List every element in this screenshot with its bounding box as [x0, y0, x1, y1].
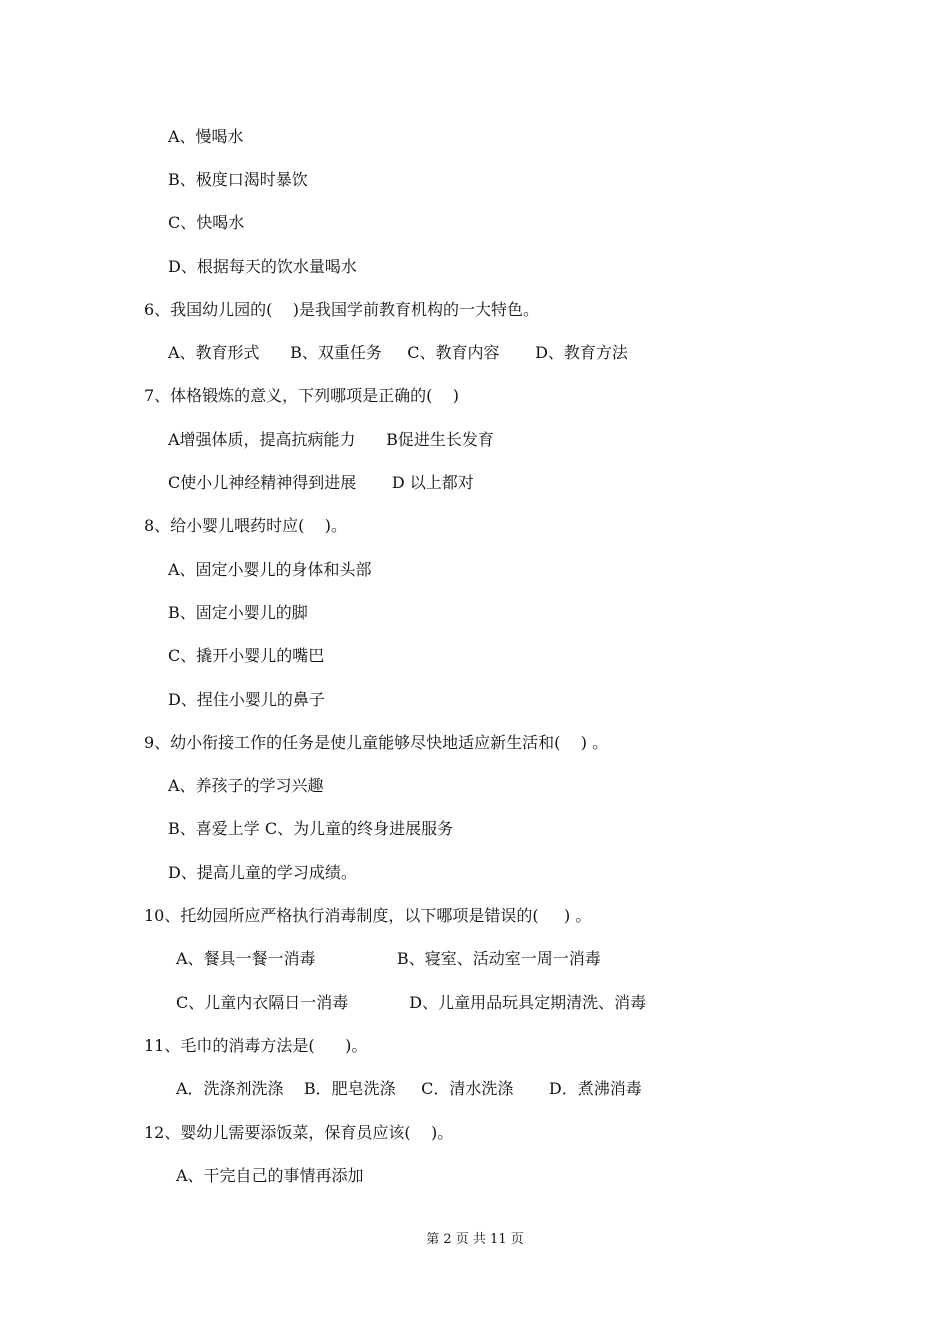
q10-stem: 10、托幼园所应严格执行消毒制度，以下哪项是错误的( ) 。: [144, 906, 592, 925]
q7-options-row2: C使小儿神经精神得到进展 D 以上都对: [168, 473, 474, 492]
q5-option-b: B、极度口渴时暴饮: [168, 170, 308, 189]
q5-option-d: D、根据每天的饮水量喝水: [168, 257, 357, 276]
q12-stem: 12、婴幼儿需要添饭菜，保育员应该( )。: [144, 1123, 454, 1142]
q11-stem: 11、毛巾的消毒方法是( )。: [144, 1036, 368, 1055]
q11-options: A．洗涤剂洗涤 B．肥皂洗涤 C．清水洗涤 D．煮沸消毒: [176, 1079, 642, 1098]
q9-option-bc: B、喜爱上学 C、为儿童的终身进展服务: [168, 819, 454, 838]
q8-option-c: C、撬开小婴儿的嘴巴: [168, 646, 325, 665]
q8-option-d: D、捏住小婴儿的鼻子: [168, 690, 325, 709]
q6-stem: 6、我国幼儿园的( )是我国学前教育机构的一大特色。: [144, 300, 540, 319]
page-number-footer: 第 2 页 共 11 页: [426, 1232, 524, 1247]
q8-option-a: A、固定小婴儿的身体和头部: [168, 560, 372, 579]
q5-option-a: A、慢喝水: [168, 127, 244, 146]
q7-stem: 7、体格锻炼的意义，下列哪项是正确的( ): [144, 386, 460, 405]
q6-options: A、教育形式 B、双重任务 C、教育内容 D、教育方法: [168, 343, 628, 362]
q10-options-row1: A、餐具一餐一消毒 B、寝室、活动室一周一消毒: [176, 949, 601, 968]
q9-option-a: A、养孩子的学习兴趣: [168, 776, 324, 795]
q10-options-row2: C、儿童内衣隔日一消毒 D、儿童用品玩具定期清洗、消毒: [176, 993, 647, 1012]
q12-option-a: A、干完自己的事情再添加: [176, 1166, 364, 1185]
q9-option-d: D、提高儿童的学习成绩。: [168, 863, 357, 882]
q8-stem: 8、给小婴儿喂药时应( )。: [144, 516, 348, 535]
q5-option-c: C、快喝水: [168, 213, 245, 232]
q9-stem: 9、幼小衔接工作的任务是使儿童能够尽快地适应新生活和( ) 。: [144, 733, 609, 752]
q8-option-b: B、固定小婴儿的脚: [168, 603, 308, 622]
q7-options-row1: A增强体质，提高抗病能力 B促进生长发育: [168, 430, 494, 449]
